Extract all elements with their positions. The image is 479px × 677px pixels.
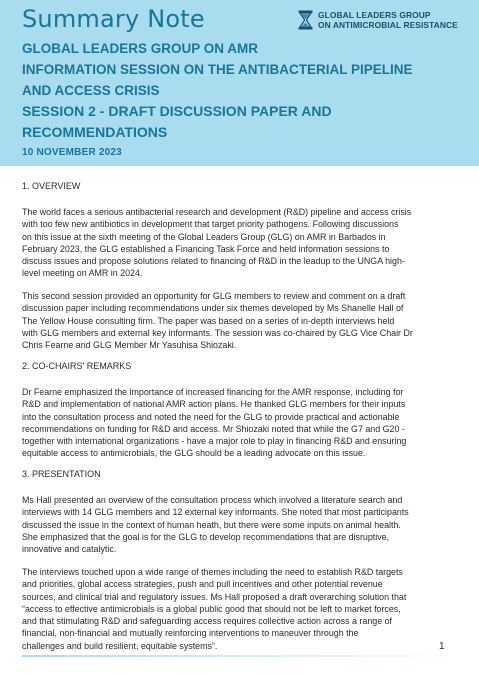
text-line: with too few new antibiotics in development that target priority pathogens. Following discussions <box>22 219 399 230</box>
text-line: with GLG members and external key informants. The session was co-chaired by GLG Vice Chair Dr <box>22 327 413 338</box>
text-line: and priorities, global access strategies, push and pull incentives and other potential revenue <box>22 579 383 590</box>
text-line: together with international organizations - have a major role to play in financing R&D and ensuring <box>22 436 407 447</box>
presentation-paragraph-1 <box>22 494 462 555</box>
text-line: and that stimulating R&D and safeguarding access requires collective action across a range of <box>22 616 392 627</box>
session-line: SESSION 2 - DRAFT DISCUSSION PAPER AND <box>22 103 332 119</box>
text-line: on this issue at the sixth meeting of the Global Leaders Group (GLG) on AMR in Barbados in <box>22 231 386 242</box>
cochairs-paragraph <box>22 386 462 460</box>
logo-line-1: GLOBAL LEADERS GROUP <box>318 10 431 20</box>
text-line: Dr Fearne emphasized the importance of increased financing for the AMR response, including for <box>22 387 404 397</box>
text-line: February 2023, the GLG established a Financing Task Force and held information sessions to <box>22 243 390 254</box>
text-line: discussed the issue in the context of human heath, but there were some inputs on animal health. <box>22 519 401 530</box>
session-line: RECOMMENDATIONS <box>22 124 168 140</box>
text-line: innovative and catalytic. <box>22 544 117 555</box>
text-line: The interviews touched upon a wide range of themes including the need to establish R&D targets <box>22 567 403 577</box>
glg-logo <box>298 10 458 30</box>
footer-divider <box>22 655 462 657</box>
section-title-overview: 1. OVERVIEW <box>22 181 81 191</box>
text-line: challenges and build resilient, equitable systems”. <box>22 640 218 651</box>
text-line: into the consultation process and noted the need for the GLG to provide practical and actionable <box>22 411 400 422</box>
logo-line-2: ON ANTIMICROBIAL RESISTANCE <box>318 20 458 30</box>
overview-paragraph-2 <box>22 290 462 351</box>
text-line: “access to effective antimicrobials is a global public good that should not be left to market forces, <box>22 603 401 614</box>
meeting-date: 10 NOVEMBER 2023 <box>22 147 122 158</box>
text-line: discussion paper including recommendations under six themes developed by Ms Shanelle Hall of <box>22 303 404 314</box>
summary-title: Summary Note <box>22 5 205 33</box>
text-line: equitable access to antimicrobials, the GLG should be a leading advocate on this issue. <box>22 448 366 459</box>
text-line: financial, non-financial and mutually reinforcing interventions to maneuver through the <box>22 628 359 639</box>
text-line: She emphasized that the goal is for the GLG to develop recommendations that are disruptive, <box>22 531 390 542</box>
session-heading <box>22 101 332 143</box>
text-line: level meeting on AMR in 2024. <box>22 268 143 279</box>
header-banner <box>0 0 479 166</box>
text-line: Ms Hall presented an overview of the consultation process which involved a literature search and <box>22 495 403 505</box>
meeting-heading <box>22 38 413 101</box>
overview-paragraph-1 <box>22 206 462 280</box>
text-line: Chris Fearne and GLG Member Mr Yasuhisa Shiozaki. <box>22 340 237 351</box>
hourglass-icon <box>298 10 313 30</box>
text-line: The Yellow House consulting firm. The paper was based on a series of in-depth interviews held <box>22 315 395 326</box>
text-line: This second session provided an opportunity for GLG members to review and comment on a draft <box>22 291 406 301</box>
text-line: interviews with 14 GLG members and 12 external key informants. She noted that most participants <box>22 507 409 518</box>
text-line: sources, and clinical trial and regulatory issues. Ms Hall proposed a draft overarching solution that <box>22 591 407 602</box>
section-title-cochairs: 2. CO-CHAIRS' REMARKS <box>22 361 132 371</box>
presentation-paragraph-2 <box>22 566 462 652</box>
logo-text <box>318 10 458 30</box>
heading-line: INFORMATION SESSION ON THE ANTIBACTERIAL PIPELINE <box>22 62 413 77</box>
page-number: 1 <box>439 641 445 652</box>
text-line: The world faces a serious antibacterial research and development (R&D) pipeline and access crisis <box>22 207 412 217</box>
text-line: R&D and implementation of national AMR action plans. He thanked GLG members for their inputs <box>22 399 406 410</box>
section-title-presentation: 3. PRESENTATION <box>22 469 101 479</box>
heading-line: GLOBAL LEADERS GROUP ON AMR <box>22 41 259 56</box>
heading-line: AND ACCESS CRISIS <box>22 83 160 98</box>
text-line: discuss issues and propose solutions related to financing of R&D in the leadup to the UNGA high- <box>22 256 405 267</box>
text-line: recommendations on funding for R&D and access. Mr Shiozaki noted that while the G7 and G20 - <box>22 423 405 434</box>
